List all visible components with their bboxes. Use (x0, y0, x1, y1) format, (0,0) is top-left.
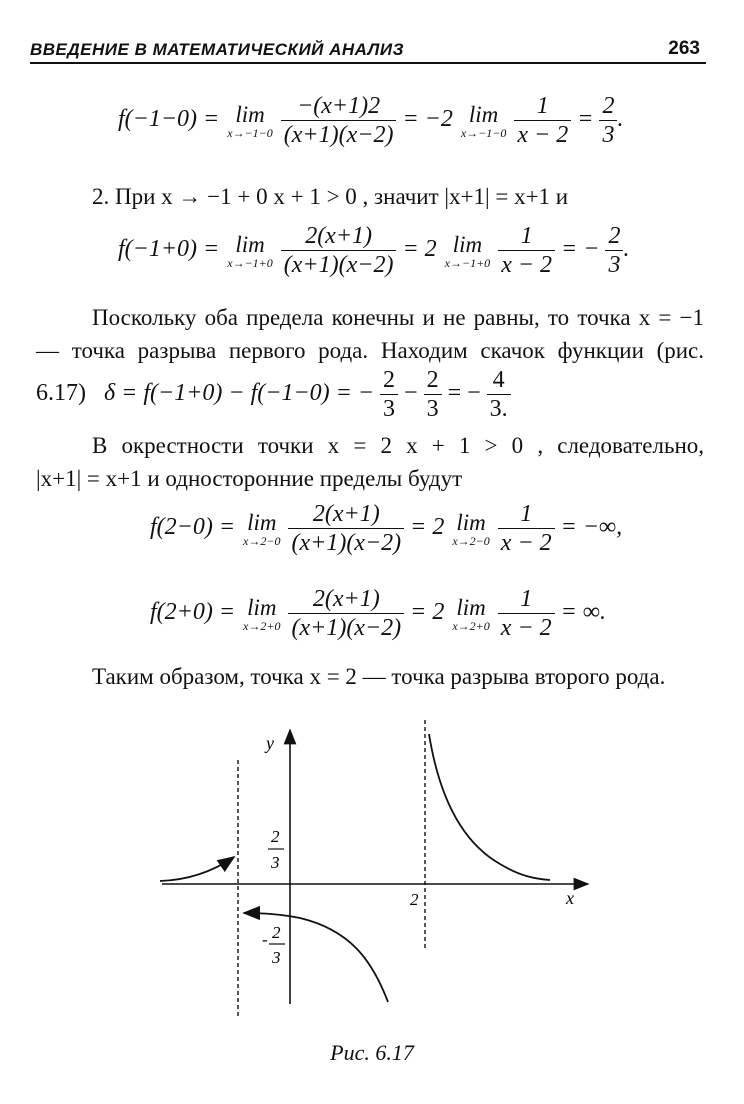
tick-pos-den: 3 (271, 853, 280, 872)
paragraph-second-kind: Таким образом, точка x = 2 — точка разрыва второго рода. (92, 664, 666, 689)
tick-pos-num: 2 (271, 827, 280, 846)
paragraph-first-kind-line1: Поскольку оба предела конечны и не равны, то точка x = −1 (92, 305, 704, 330)
y-axis-label: y (266, 733, 274, 753)
paragraph-first-kind-line2: — точка разрыва первого рода. Находим скачок функции (рис. (36, 338, 704, 363)
figure-caption: Рис. 6.17 (330, 1040, 414, 1065)
paragraph-neighborhood-line1: В окрестности точки x = 2 x + 1 > 0 , следовательно, (92, 433, 704, 458)
curve-left-branch (160, 857, 234, 881)
equation-right-limit-2: f(2+0) = lim x→2+0 $\frac{2(x+1)}{(x+1)(x-2)}$ = 2 lim x→2+0 $\frac{1}{x - 2}$ = ∞. (150, 586, 606, 641)
tick-neg-sign: - (262, 930, 268, 949)
equation-left-limit-minus1: f(−1−0) = lim x→−1−0 $\frac{-(x+1)2}{(x+1)(x-2)}$ = −2 lim x→−1−0 $\frac{1}{x - 2}$ = $\frac{2}{3}$ . (118, 93, 624, 148)
equation-jump: 6.17) δ = f(−1+0) − f(−1−0) = − $\frac{2}{3}$ − $\frac{2}{3}$ = − $\frac{4}{3.}$ (36, 366, 511, 423)
page-number: 263 (668, 38, 700, 59)
curve-middle-branch (244, 913, 388, 1002)
tick-neg-num: 2 (272, 923, 281, 942)
tick-neg-den: 3 (272, 948, 281, 967)
paragraph-neighborhood-line2: |x+1| = x+1 и односторонние пределы будут (36, 466, 463, 491)
equation-right-limit-minus1: f(−1+0) = lim x→−1+0 $\frac{2(x+1)}{(x+1)(x-2)}$ = 2 lim x→−1+0 $\frac{1}{x - 2}$ = − $\frac{2}{3}$ . (118, 223, 630, 278)
header-title: ВВЕДЕНИЕ В МАТЕМАТИЧЕСКИЙ АНАЛИЗ (30, 40, 404, 59)
x-axis-label: x (566, 888, 574, 908)
paragraph-case-2: 2. При x → −1 + 0 x + 1 > 0 , значит |x+1| = x+1 и (92, 184, 569, 209)
equation-left-limit-2: f(2−0) = lim x→2−0 $\frac{2(x+1)}{(x+1)(x-2)}$ = 2 lim x→2−0 $\frac{1}{x - 2}$ = −∞, (150, 501, 623, 556)
curve-right-branch (429, 734, 550, 880)
tick-label-2: 2 (410, 890, 419, 909)
